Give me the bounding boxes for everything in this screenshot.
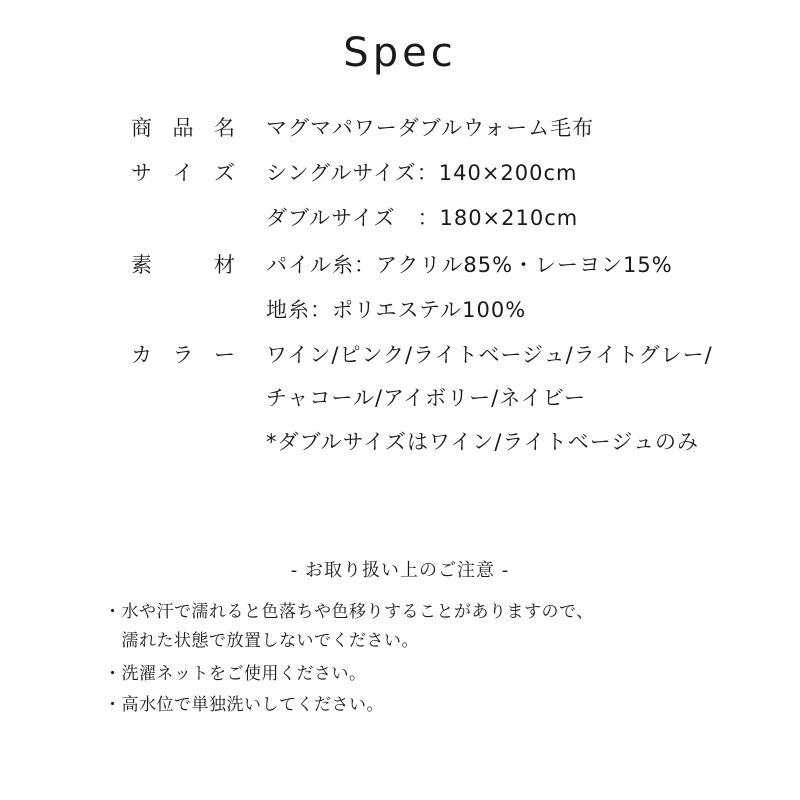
- care-note-line: ・高水位で単独洗いしてください。: [104, 695, 384, 715]
- spec-value-product-name: マグマパワーダブルウォーム毛布: [266, 116, 595, 140]
- spec-value-color-note: *ダブルサイズはワイン/ライトベージュのみ: [266, 430, 699, 454]
- spec-value-size-single: シングルサイズ：140×200cm: [266, 161, 578, 185]
- spec-row-size: [0, 158, 800, 188]
- spec-row-size-2: [0, 203, 800, 233]
- spec-value-material-pile: パイル糸：アクリル85%・レーヨン15%: [266, 253, 673, 277]
- spec-value-size-double: ダブルサイズ ：180×210cm: [266, 206, 579, 230]
- care-note-line: ・洗濯ネットをご使用ください。: [104, 664, 367, 684]
- spec-label-product-name: 商 品 名: [131, 116, 235, 140]
- spec-row-color-2: [0, 383, 800, 413]
- spec-row-material: [0, 250, 800, 280]
- care-note-line: 濡れた状態で放置しないでください。: [104, 631, 419, 651]
- page-title: Spec: [343, 30, 457, 76]
- spec-row-product-name: [0, 113, 800, 143]
- spec-label-color: カ ラ ー: [131, 343, 235, 367]
- spec-value-color-2: チャコール/アイボリー/ネイビー: [266, 386, 586, 410]
- care-note-line: ・水や汗で濡れると色落ちや色移りすることがありますので、: [104, 602, 594, 622]
- spec-row-color-3: [0, 427, 800, 457]
- care-notes-heading: - お取り扱い上のご注意 -: [290, 560, 510, 581]
- spec-label-material: 素 材: [131, 253, 235, 277]
- spec-row-material-2: [0, 295, 800, 325]
- spec-value-color-1: ワイン/ピンク/ライトベージュ/ライトグレー/: [266, 343, 713, 367]
- spec-row-color: [0, 340, 800, 370]
- spec-label-size: サ イ ズ: [131, 161, 235, 185]
- spec-value-material-ground: 地糸：ポリエステル100%: [266, 298, 527, 322]
